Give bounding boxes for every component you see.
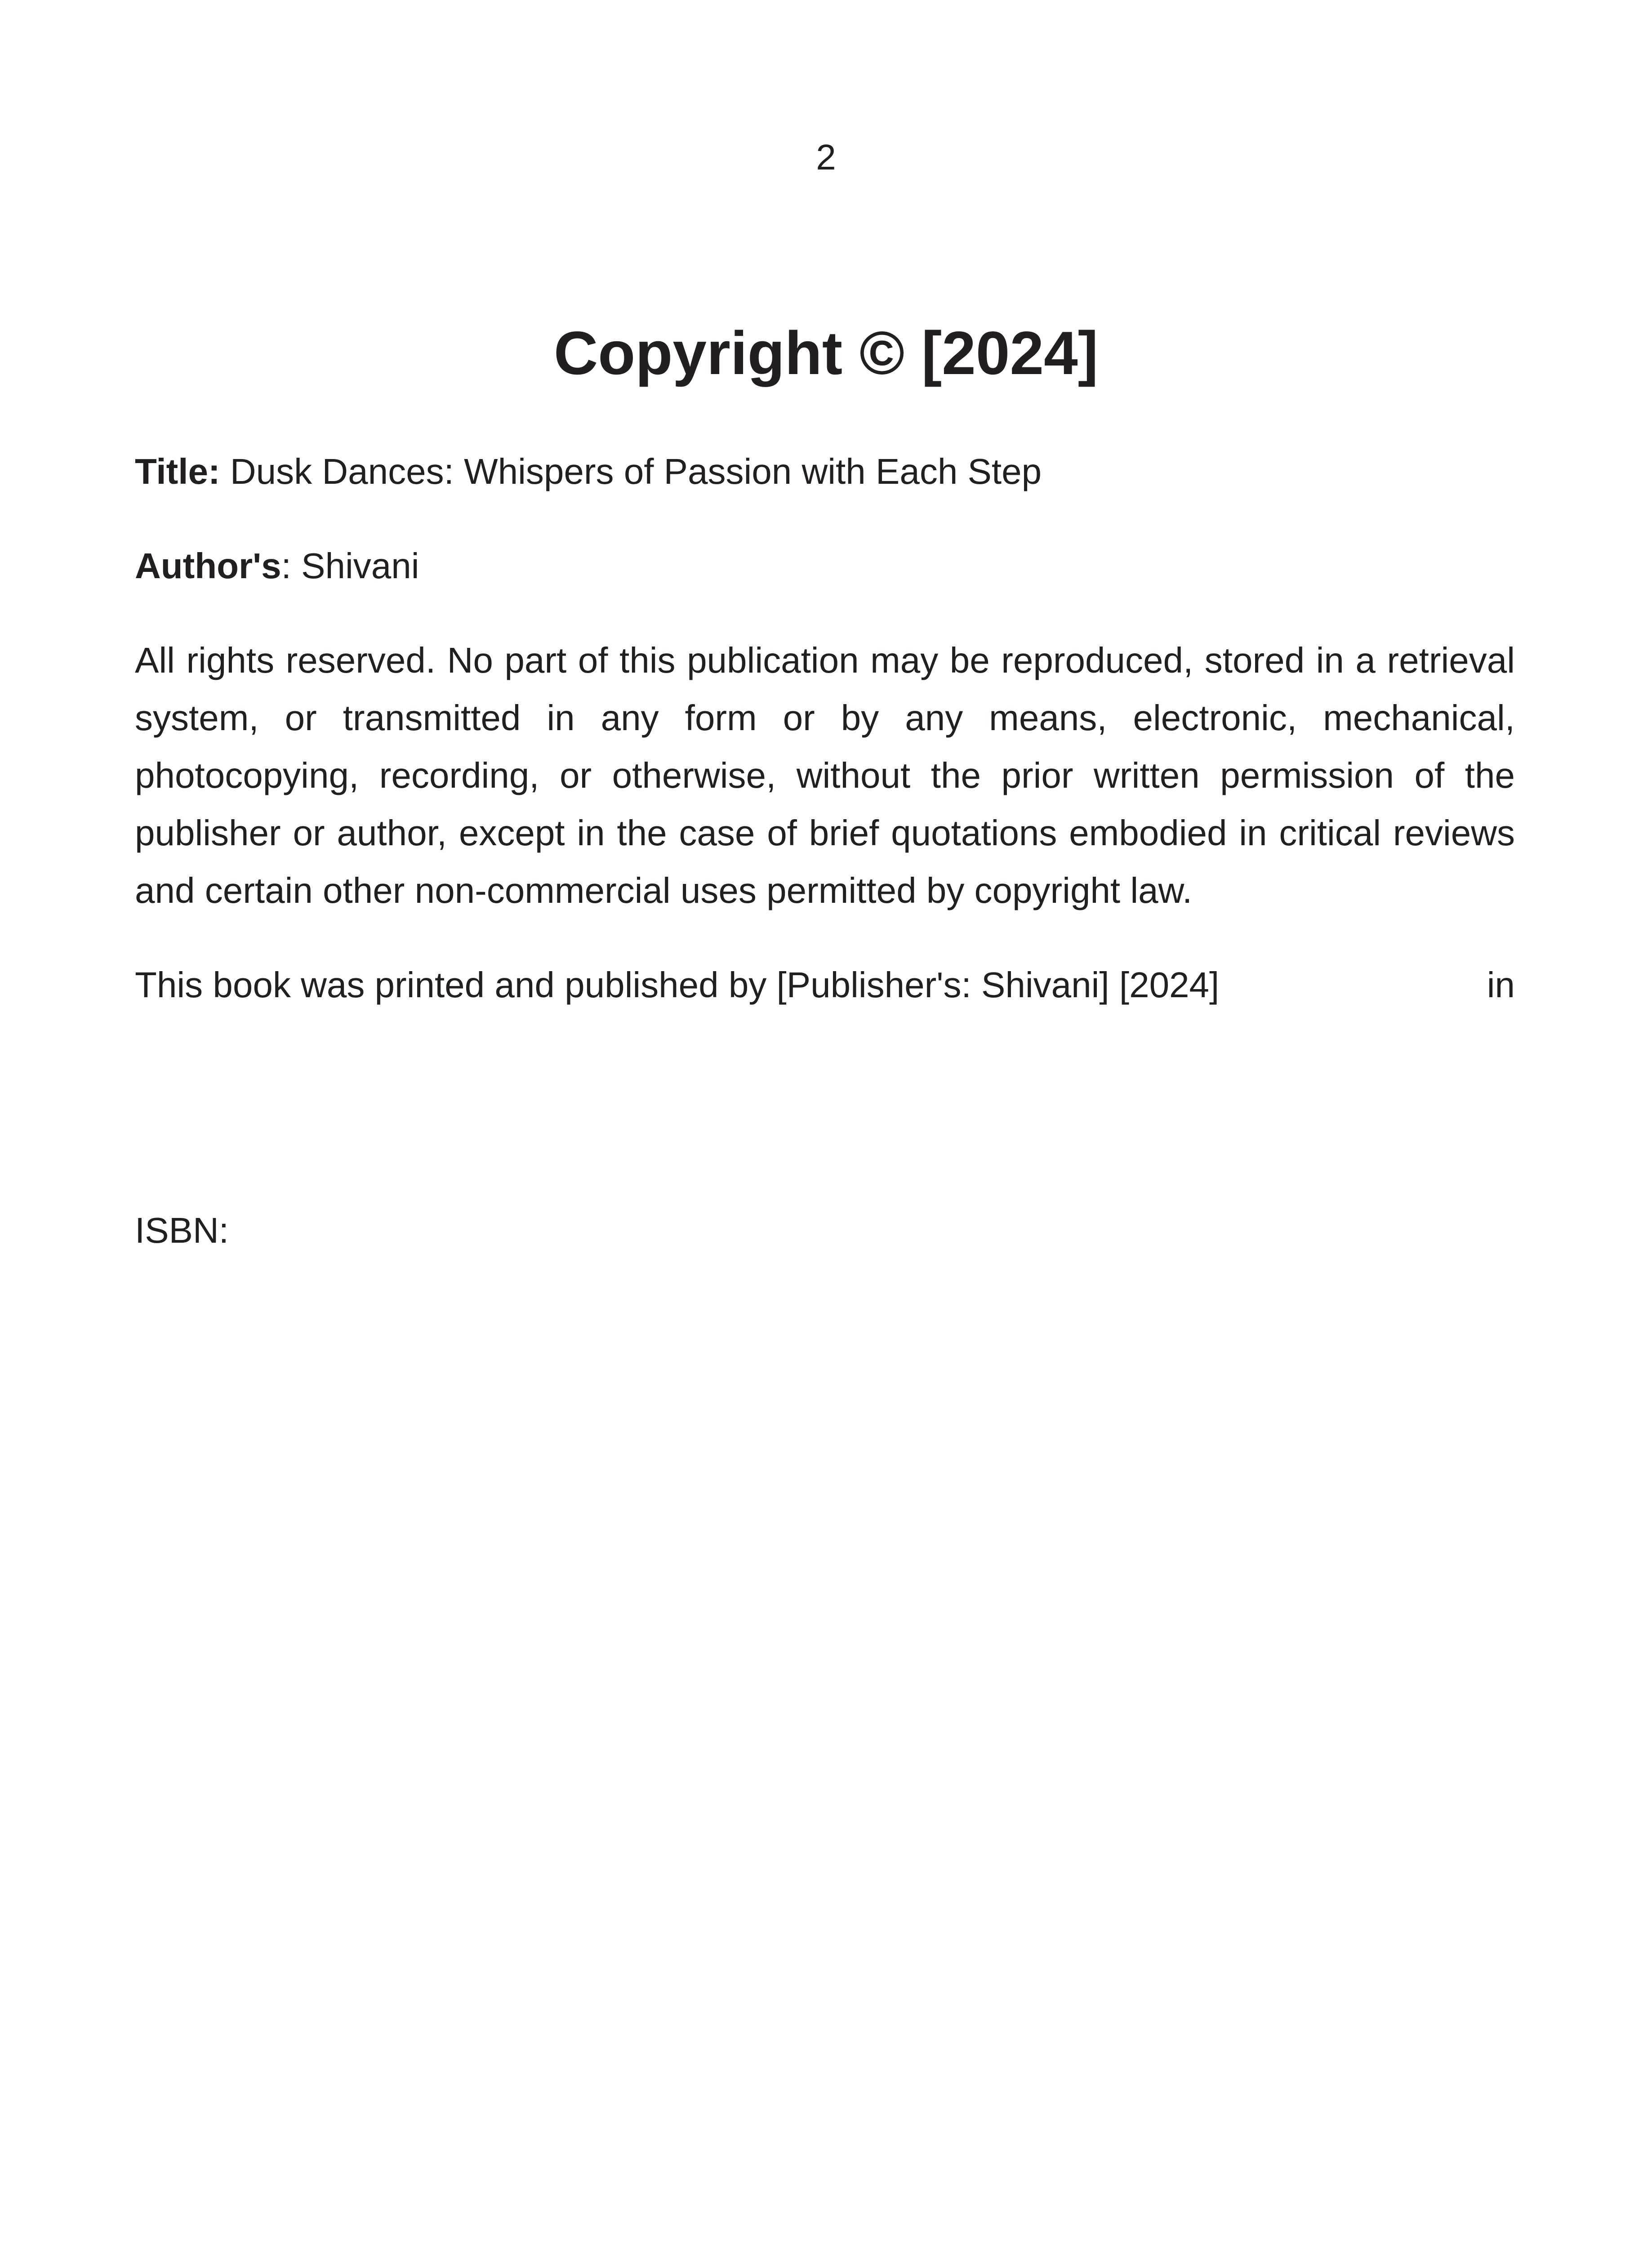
title-value: Dusk Dances: Whispers of Passion with Each Step [220,451,1042,491]
publication-line [135,956,1515,1014]
title-label: Title: [135,451,220,491]
copyright-content [135,443,1515,1259]
isbn-label: ISBN: [135,1210,229,1250]
copyright-heading: Copyright © [2024] [553,319,1099,387]
title-line [135,443,1515,500]
rights-paragraph: All rights reserved. No part of this publication may be reproduced, stored in a retrieval system, or transmitted in any form or by any means, electronic, mechanical, photocopying, recording, or otherwise, without the prior written permission of the publisher or author, except in the case of brief quotations embodied in critical reviews and certain other non-commercial uses permitted by copyright law. [135,640,1515,910]
author-line [135,537,1515,595]
author-label: Author's [135,546,281,586]
publication-trailing: in [1487,965,1515,1005]
publication-text: This book was printed and published by [Publisher's: Shivani] [2024] [135,965,1220,1005]
author-value: : Shivani [281,546,419,586]
page-number: 2 [816,137,836,177]
